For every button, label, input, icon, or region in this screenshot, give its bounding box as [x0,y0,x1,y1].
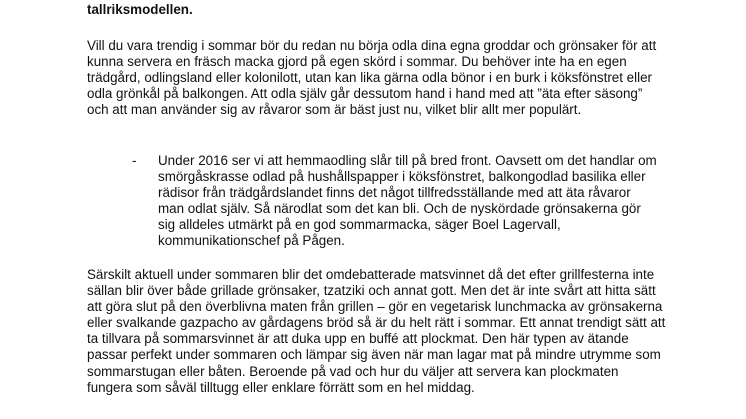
bold-heading-fragment: tallriksmodellen. [87,2,193,17]
bullet-quote: Under 2016 ser vi att hemmaodling slår till på bred front. Oavsett om det handlar om smörgåskrasse odlad på hushållspapper i köksfönstret, balkongodlad basilika eller rädisor från trädgårdslandet finns det något tillfredsställande med att äta råvaror man odlat själv. Så närodlat som det kan bli. Och de nyskördade grönsakerna gör sig alldeles utmärkt på en god sommarmacka, säger Boel Lagervall, kommunikationschef på Pågen. [158,153,657,249]
paragraph-home-growing: Vill du vara trendig i sommar bör du redan nu börja odla dina egna groddar och grönsaker för att kunna servera en fräsch macka gjord på egen skörd i sommar. Du behöver inte ha en egen trädgård, odlingsland eller kolonilott, utan kan lika gärna odla bönor i en burk i köksfönstret eller odla grönkål på balkongen. Att odla själv går dessutom hand i hand med att ”äta efter säsong” och att man använder sig av råvaror som är bäst just nu, vilket blir allt mer populärt. [87,38,657,118]
bullet-marker: - [132,153,137,168]
paragraph-food-waste: Särskilt aktuell under sommaren blir det omdebatterade matsvinnet då det efter grillfesterna inte sällan blir över både grillade grönsaker, tzatziki och annat gott. Men det är inte svårt att hitta sätt att göra slut på den överblivna maten från grillen – gör en vegetarisk lunchmacka av grönsakerna eller svalkande gazpacho av gårdagens bröd så är du helt rätt i sommar. Ett annat trendigt sätt att ta tillvara på sommarsvinnet är att duka upp en buffé att plockmat. Den här typen av ätande passar perfekt under sommaren och lämpar sig även när man lagar mat på mindre utrymme som sommarstugan eller båten. Beroende på vad och hur du väljer att servera kan plockmaten fungera som såväl tilltugg eller enklare förrätt som en hel middag. [87,267,666,395]
